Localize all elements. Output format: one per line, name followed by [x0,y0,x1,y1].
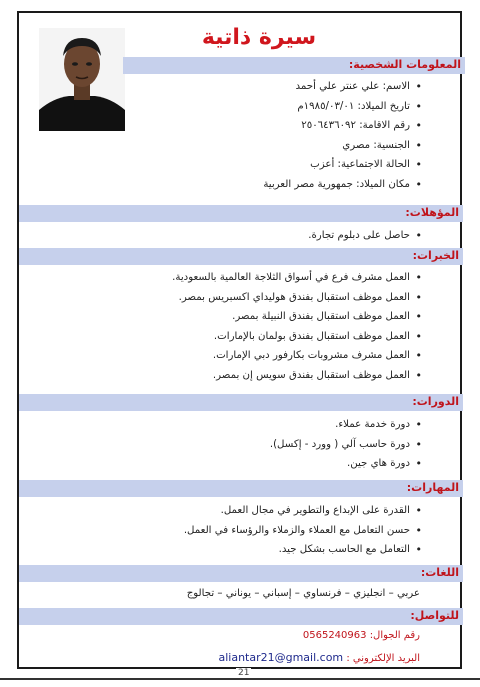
courses-list [270,415,422,474]
list-item: • العمل موظف استقبال بفندق النبيلة بمصر. [172,307,422,327]
list-item: • دورة هاي جين. [270,454,422,474]
list-item: • التعامل مع الحاسب بشكل جيد. [184,540,422,560]
list-item: • العمل موظف استقبال بفندق بولمان بالإمارات. [172,327,422,347]
list-item: • تاريخ الميلاد: ١٩٨٥/٠٣/٠١م [263,97,422,117]
skills-list [184,501,422,560]
list-item: • حاصل على دبلوم تجارة. [308,226,422,246]
list-item: • العمل مشرف مشروبات بكارفور دبي الإمارات. [172,346,422,366]
phone-row [303,630,420,641]
section-title-courses: الدورات: [412,395,459,408]
page-bottom-rule [0,678,480,680]
page-number: 21 [238,668,250,678]
email-link[interactable]: aliantar21@gmail.com [218,651,344,664]
section-header-skills [19,480,463,497]
list-item: • الجنسية: مصري [263,136,422,156]
experience-list [172,268,422,385]
list-item: • القدرة على الإبداع والتطوير في مجال العمل. [184,501,422,521]
section-title-qualifications: المؤهلات: [405,206,459,219]
list-item: • مكان الميلاد: جمهورية مصر العربية [263,175,422,195]
phone-label: رقم الجوال: [369,630,420,641]
section-header-languages [19,565,463,582]
list-item: • العمل موظف استقبال بفندق سويس إن بمصر. [172,366,422,386]
section-header-contact [19,608,463,625]
resume-page [17,11,462,669]
qualifications-list [308,226,422,246]
list-item: • دورة خدمة عملاء. [270,415,422,435]
section-header-courses [19,394,463,411]
languages-text: عربي – انجليزي – فرنساوي – إسباني – يوناني – تجالوج [186,588,420,599]
list-item: • الحالة الاجتماعية: أعزب [263,155,422,175]
profile-photo [39,28,125,131]
email-row [218,651,420,664]
list-item: • حسن التعامل مع العملاء والزملاء والرؤساء في العمل. [184,521,422,541]
email-label: البريد الإلكتروني : [346,653,420,664]
person-photo-icon [39,28,125,131]
section-header-qualifications [19,205,463,222]
list-item: • العمل موظف استقبال بفندق هوليداي اكسبريس بمصر. [172,288,422,308]
list-item: • العمل مشرف فرع في أسواق الثلاجة العالمية بالسعودية. [172,268,422,288]
list-item: • الاسم: علي عنتر علي أحمد [263,77,422,97]
document-title: سيرة ذاتية [201,25,317,50]
section-title-experience: الخبرات: [412,249,459,262]
phone-number[interactable]: 0565240963 [302,630,367,641]
section-header-personal [123,57,465,74]
section-title-contact: للتواصل: [410,609,459,622]
list-item: • رقم الاقامة: ٢٥٠٦٤٣٦٠٩٢ [263,116,422,136]
section-title-languages: اللغات: [420,566,459,579]
personal-info-list [263,77,422,194]
section-header-experience [19,248,463,265]
list-item: • دورة حاسب آلي ( وورد - إكسل). [270,435,422,455]
section-title-skills: المهارات: [406,481,459,494]
section-title-personal: المعلومات الشخصية: [348,58,461,71]
